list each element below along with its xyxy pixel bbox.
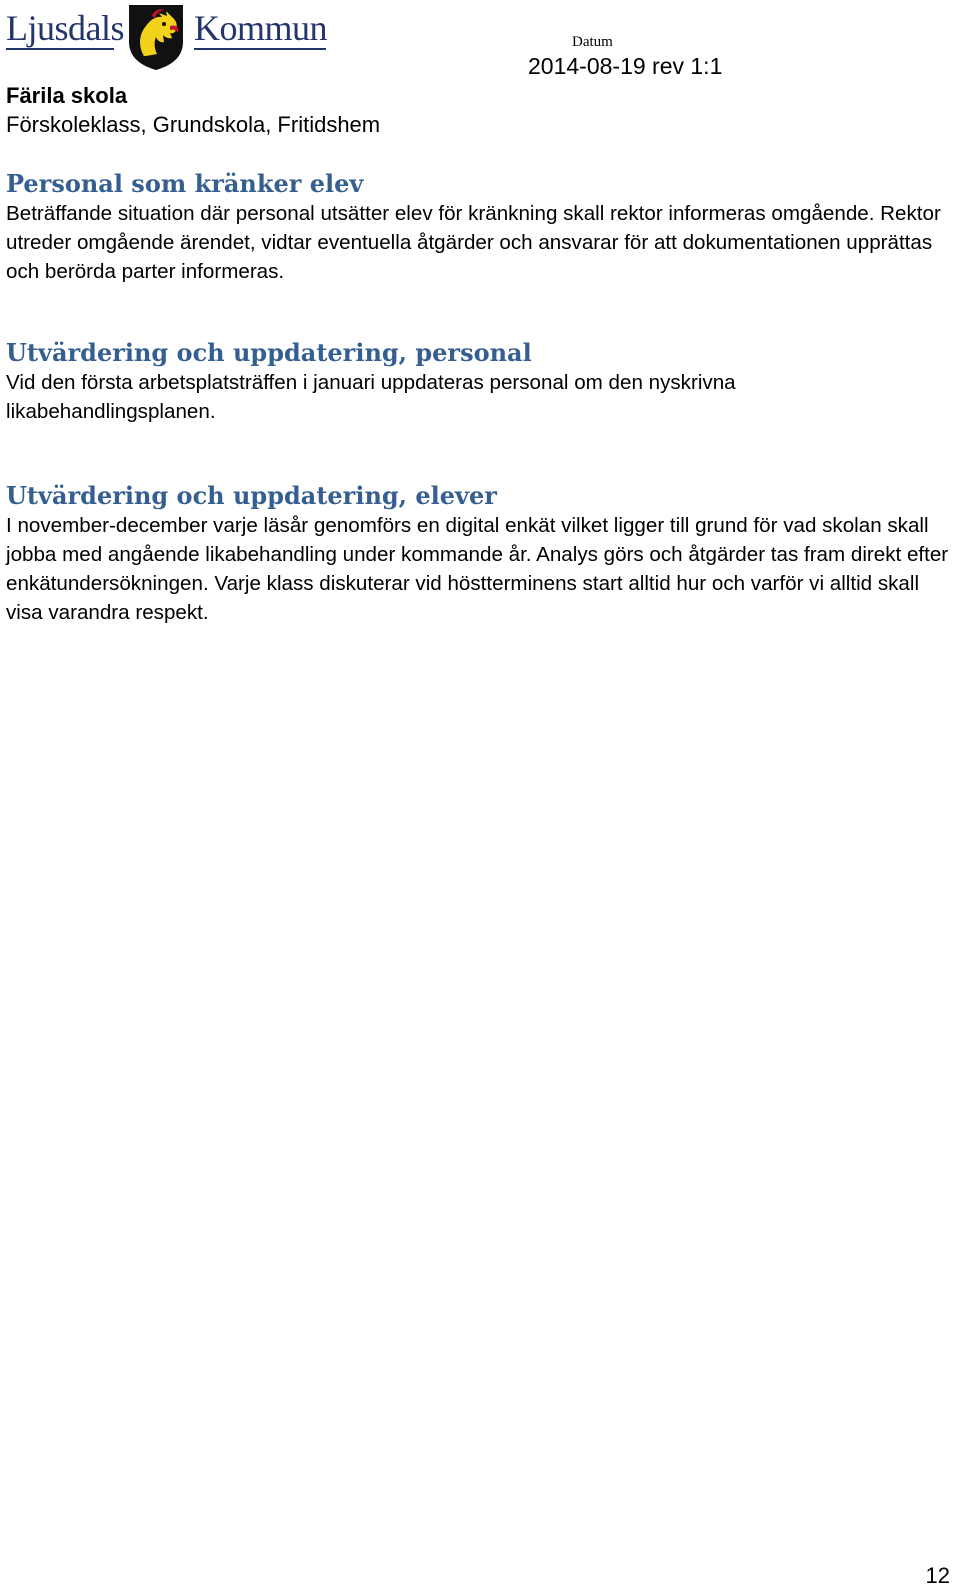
section-text: I november-december varje läsår genomförs en digital enkät vilket ligger till grund för vad skolan skall jobba med angående likabehandling under kommande år. Analys görs och åtgärder tas fram direkt efter enkätundersökningen. Varje klass diskuterar vid höstterminens start alltid hur och varför vi alltid skall visa varandra respekt.: [6, 514, 949, 624]
section-text: Beträffande situation där personal utsätter elev för kränkning skall rektor informeras omgående. Rektor utreder omgående ärendet, vidtar eventuella åtgärder och ansvarar för att dokumentationen upprättas och berörda parter informeras.: [6, 202, 941, 283]
section-personal-som-kranker-elev: [6, 169, 950, 286]
section-text: Vid den första arbetsplatsträffen i januari uppdateras personal om den nyskrivna likabehandlingsplanen.: [6, 371, 736, 423]
section-utvardering-personal: [6, 338, 950, 426]
school-name: Färila skola: [6, 83, 128, 108]
section-utvardering-elever: [6, 481, 950, 627]
section-heading: Utvärdering och uppdatering, elever: [6, 481, 497, 510]
logo-underline-left: [6, 48, 114, 50]
datum-value: 2014-08-19 rev 1:1: [528, 53, 723, 79]
logo-underline-right: [194, 48, 326, 50]
section-heading: Utvärdering och uppdatering, personal: [6, 338, 532, 367]
school-subtitle: Förskoleklass, Grundskola, Fritidshem: [6, 112, 381, 137]
section-heading: Personal som kränker elev: [6, 169, 364, 198]
coat-of-arms-icon: [126, 2, 186, 72]
datum-label: Datum: [572, 34, 613, 50]
logo-text-kommun: Kommun: [194, 8, 328, 48]
page-number: 12: [925, 1563, 950, 1588]
logo-text-ljusdals: Ljusdals: [6, 8, 124, 48]
